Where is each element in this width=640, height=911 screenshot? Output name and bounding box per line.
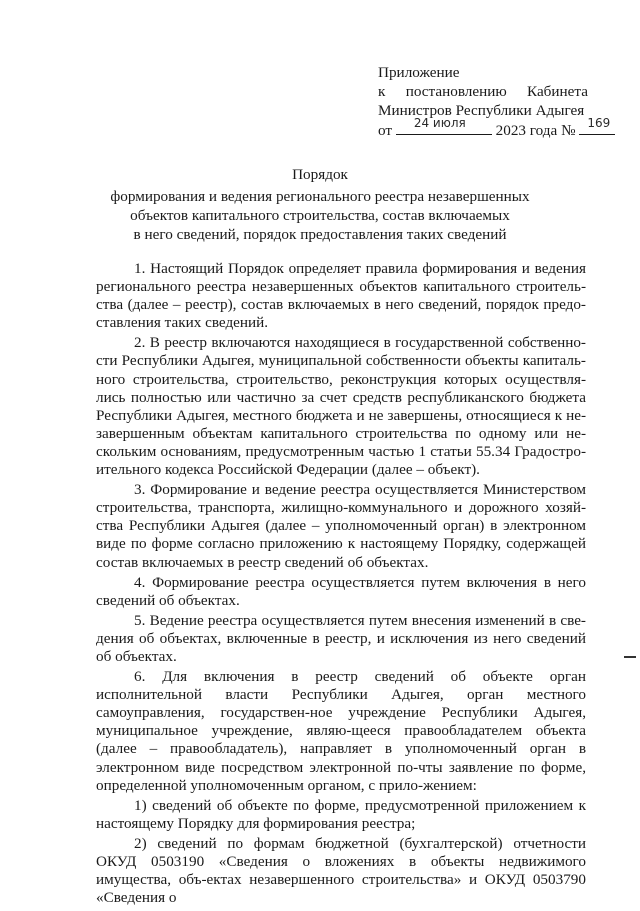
paragraph: 6. Для включения в реестр сведений об объекте орган исполнительной власти Республики Адыгея, орган местного самоуправления, государствен-ное учреждение Республики Адыгея, муниципальное учреждение, являю-щееся правообладателем объекта (далее – правообладатель), направляет в уполномоченный орган в электронном виде посредством электронной по-чты заявление по форме, определенной уполномоченным органом, с прило-жением: xyxy=(96,668,586,794)
appendix-word: Кабинета xyxy=(527,83,588,100)
appendix-line-2 xyxy=(378,82,588,101)
paragraph: 4. Формирование реестра осуществляется путем включения в него сведений об объектах. xyxy=(96,573,586,609)
appendix-word: постановлению xyxy=(405,83,507,100)
appendix-header xyxy=(378,63,611,140)
paragraph: 1. Настоящий Порядок определяет правила формирования и ведения регионального реестра незавершенных объектов капитального строитель-ства (далее – реестр), состав включаемых в него сведений, порядок предо-ставления таких сведений. xyxy=(96,260,586,332)
title-line: объектов капитального строительства, состав включаемых xyxy=(130,207,510,224)
appendix-line-3: Министров Республики Адыгея xyxy=(378,102,585,119)
handwritten-date: 24 июля xyxy=(413,116,466,130)
paragraph: 2. В реестр включаются находящиеся в государственной собственно-сти Республики Адыгея, муниципальной собственности объекты капиталь-ного строительства, строительство, реконструкция которых осуществля-лись полностью или частично за счет средств республиканского бюджета Республики Адыгея, местного бюджета и не завершены, относящиеся к не-завершенным объектам капитального строительства по одному или не-скольким основаниям, предусмотренным частью 1 статьи 55.34 Градостро-ительного кодекса Российской Федерации (далее – объект). xyxy=(96,334,586,479)
paragraph: 2) сведений по формам бюджетной (бухгалтерской) отчетности ОКУД 0503190 «Сведения о вложениях в объекты недвижимого имущества, объ-ектах незавершенного строительства» и ОКУД 0503790 «Сведения о xyxy=(96,834,586,907)
paragraph: 3. Формирование и ведение реестра осуществляется Министерством строительства, транспорта, жилищно-коммунального и дорожного хозяй-ства Республики Адыгея (далее – уполномоченный орган) в электронном виде по форме согласно приложению к настоящему Порядку, содержащей состав включаемых в реестр сведений об объектах. xyxy=(96,481,586,571)
appendix-word: к xyxy=(378,83,386,100)
margin-dash xyxy=(624,656,636,658)
appendix-label: Приложение xyxy=(378,64,460,81)
handwritten-number: 169 xyxy=(587,116,611,130)
title-line: формирования и ведения регионального реестра незавершенных xyxy=(110,188,530,205)
resolution-date-line xyxy=(378,116,611,140)
date-year: 2023 года № xyxy=(495,122,576,139)
title-line: в него сведений, порядок предоставления таких сведений xyxy=(133,226,507,243)
date-blank xyxy=(396,116,492,135)
number-blank xyxy=(579,116,615,135)
date-prefix: от xyxy=(378,122,393,139)
title-heading: Порядок xyxy=(292,166,348,183)
document-title xyxy=(60,165,580,244)
paragraph: 1) сведений об объекте по форме, предусмотренной приложением к настоящему Порядку для формирования реестра; xyxy=(96,796,586,832)
paragraph: 5. Ведение реестра осуществляется путем внесения изменений в све-дения об объектах, включенные в реестр, и исключения из него сведений об объектах. xyxy=(96,611,586,665)
document-body xyxy=(96,260,586,909)
